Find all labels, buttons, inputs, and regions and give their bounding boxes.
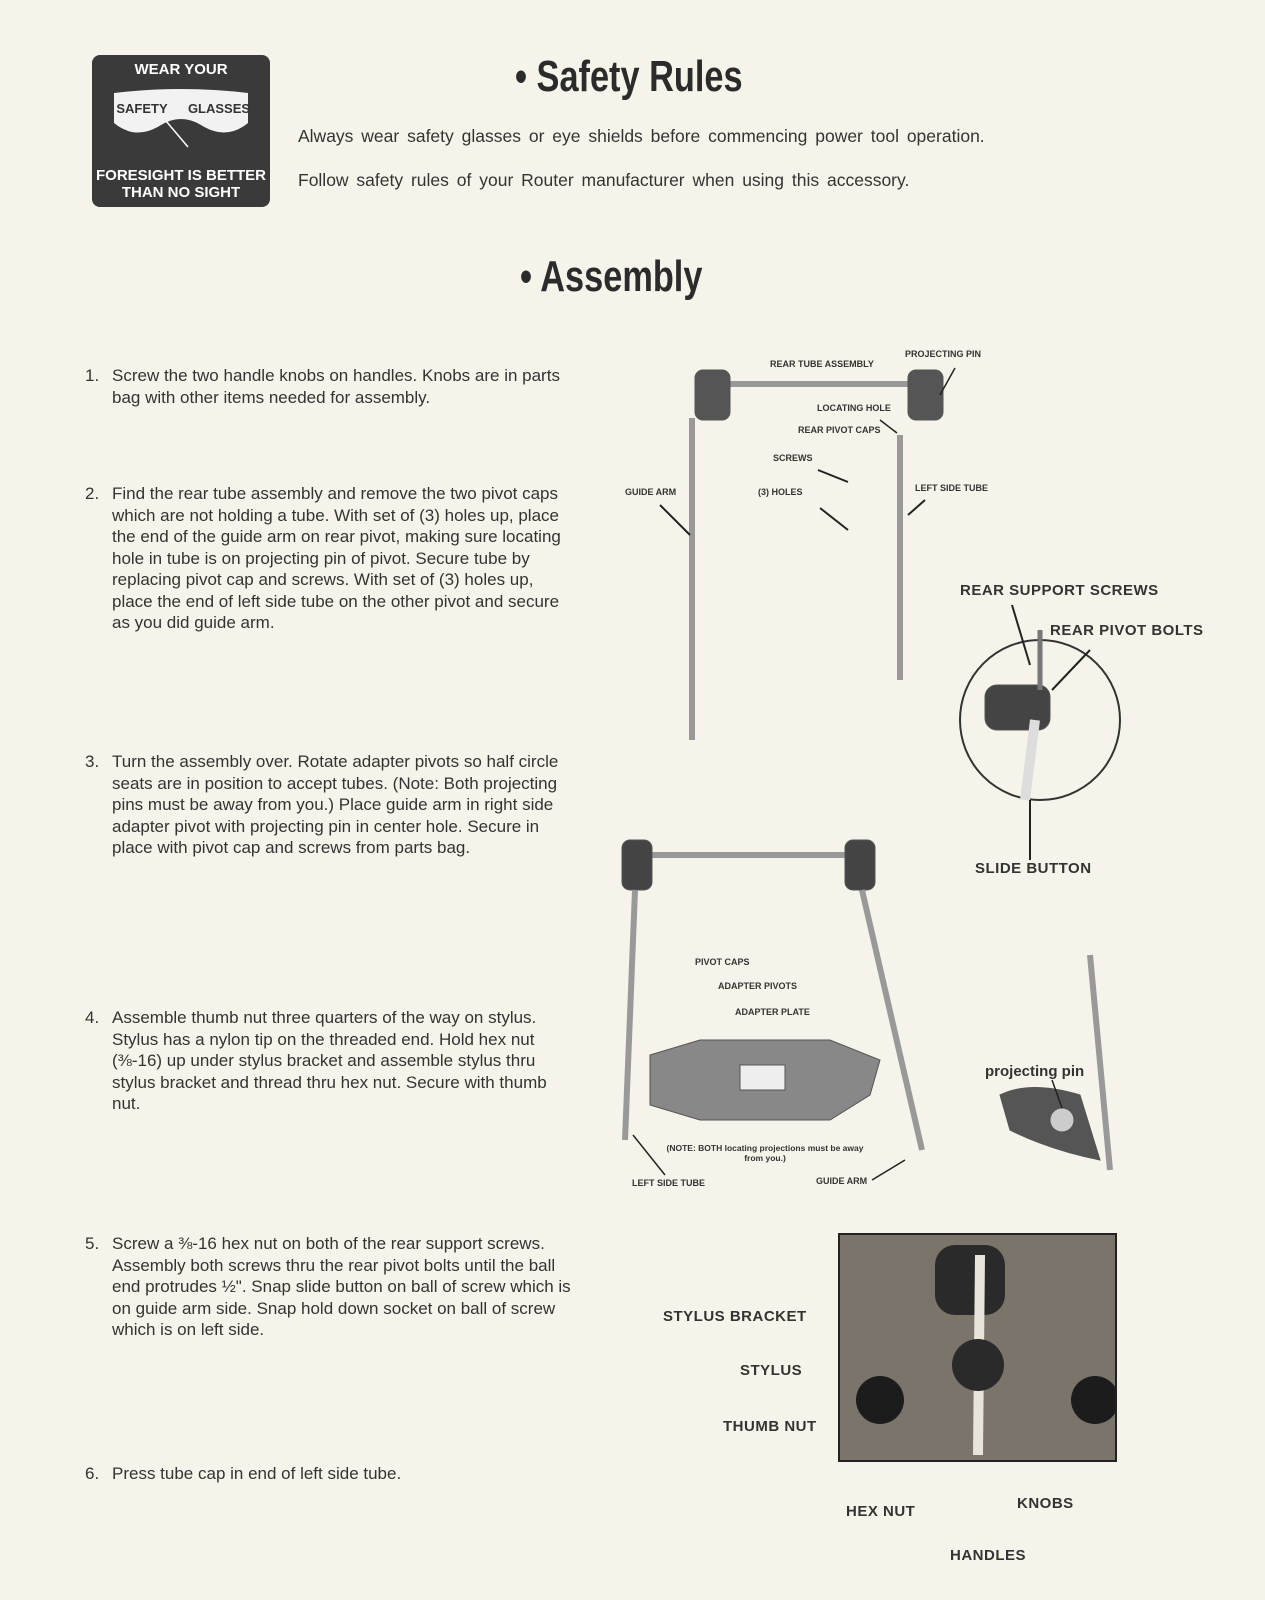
label-adapter-pivots: ADAPTER PIVOTS [718,981,798,991]
label-stylus: STYLUS [740,1362,803,1379]
label-thumb-nut: THUMB NUT [723,1418,817,1435]
step-text: Press tube cap in end of left side tube. [112,1464,402,1483]
label-slide-button: SLIDE BUTTON [975,860,1092,877]
step-text: Find the rear tube assembly and remove the two pivot caps which are not holding a tube. With set of (3) holes up, place the end of the guide arm on rear pivot, making sure locating hole in tube is on projecting pin of pivot. Secure tube by replacing pivot cap and screws. With set of (3) holes up, place the end of left side tube on the other pivot and secure as you did guide arm. [112,484,561,632]
label-3-holes: (3) HOLES [758,487,803,497]
step-number: 3. [85,752,100,771]
label-adapter-plate: ADAPTER PLATE [735,1007,810,1017]
safety-rules-title: • Safety Rules [515,52,743,101]
label-screws: SCREWS [773,453,813,463]
step-number: 4. [85,1008,100,1027]
label-rear-pivot-caps: REAR PIVOT CAPS [798,425,881,435]
label-hex-nut: HEX NUT [846,1503,916,1520]
step-number: 5. [85,1234,100,1253]
label-rear-pivot-bolts: REAR PIVOT BOLTS [1050,622,1204,639]
label-projecting-pin: PROJECTING PIN [905,349,982,359]
safety-rule-2: Follow safety rules of your Router manufacturer when using this accessory. [298,170,910,190]
label-left-side-tube-2: LEFT SIDE TUBE [632,1178,706,1188]
stylus-photo [838,1233,1117,1462]
label-locating-hole: LOCATING HOLE [817,403,891,413]
label-note: (NOTE: BOTH locating projections must be away from you.) [666,1143,864,1163]
label-guide-arm: GUIDE ARM [625,487,677,497]
logo-line2: FORESIGHT IS BETTER THAN NO SIGHT [95,167,266,201]
safety-rule-1: Always wear safety glasses or eye shields before commencing power tool operation. [298,126,985,146]
step-number: 1. [85,366,100,385]
label-guide-arm-2: GUIDE ARM [816,1176,868,1186]
label-rear-support-screws: REAR SUPPORT SCREWS [960,582,1159,599]
label-handles: HANDLES [950,1547,1027,1564]
logo-glasses-right: GLASSES [187,101,251,116]
step-number: 2. [85,484,100,503]
label-rear-tube-assembly: REAR TUBE ASSEMBLY [770,359,874,369]
label-stylus-bracket: STYLUS BRACKET [663,1308,807,1325]
logo-line1: WEAR YOUR [134,61,228,78]
step-text: Turn the assembly over. Rotate adapter pivots so half circle seats are in position to accept tubes. (Note: Both projecting pins must be away from you.) Place guide arm in right side adapter pivot with projecting pin in center hole. Secure in place with pivot cap and screws from parts bag. [112,752,559,857]
step-text: Screw the two handle knobs on handles. Knobs are in parts bag with other items needed for assembly. [112,366,560,407]
assembly-title: • Assembly [520,252,703,301]
step-text: Assemble thumb nut three quarters of the way on stylus. Stylus has a nylon tip on the threaded end. Hold hex nut (⅜-16) up under stylus bracket and assemble stylus thru stylus bracket and thread thru hex nut. Secure with thumb nut. [112,1008,547,1113]
step-text: Screw a ⅜-16 hex nut on both of the rear support screws. Assembly both screws thru the rear pivot bolts until the ball end protrudes ½". Snap slide button on ball of screw which is on guide arm side. Snap hold down socket on ball of screw which is on left side. [112,1234,571,1339]
step-number: 6. [85,1464,100,1483]
label-left-side-tube: LEFT SIDE TUBE [915,483,989,493]
label-pivot-caps: PIVOT CAPS [695,957,750,967]
label-projecting-pin-2: projecting pin [985,1063,1085,1080]
label-knobs: KNOBS [1017,1495,1074,1512]
logo-glasses-left: SAFETY [116,101,168,116]
